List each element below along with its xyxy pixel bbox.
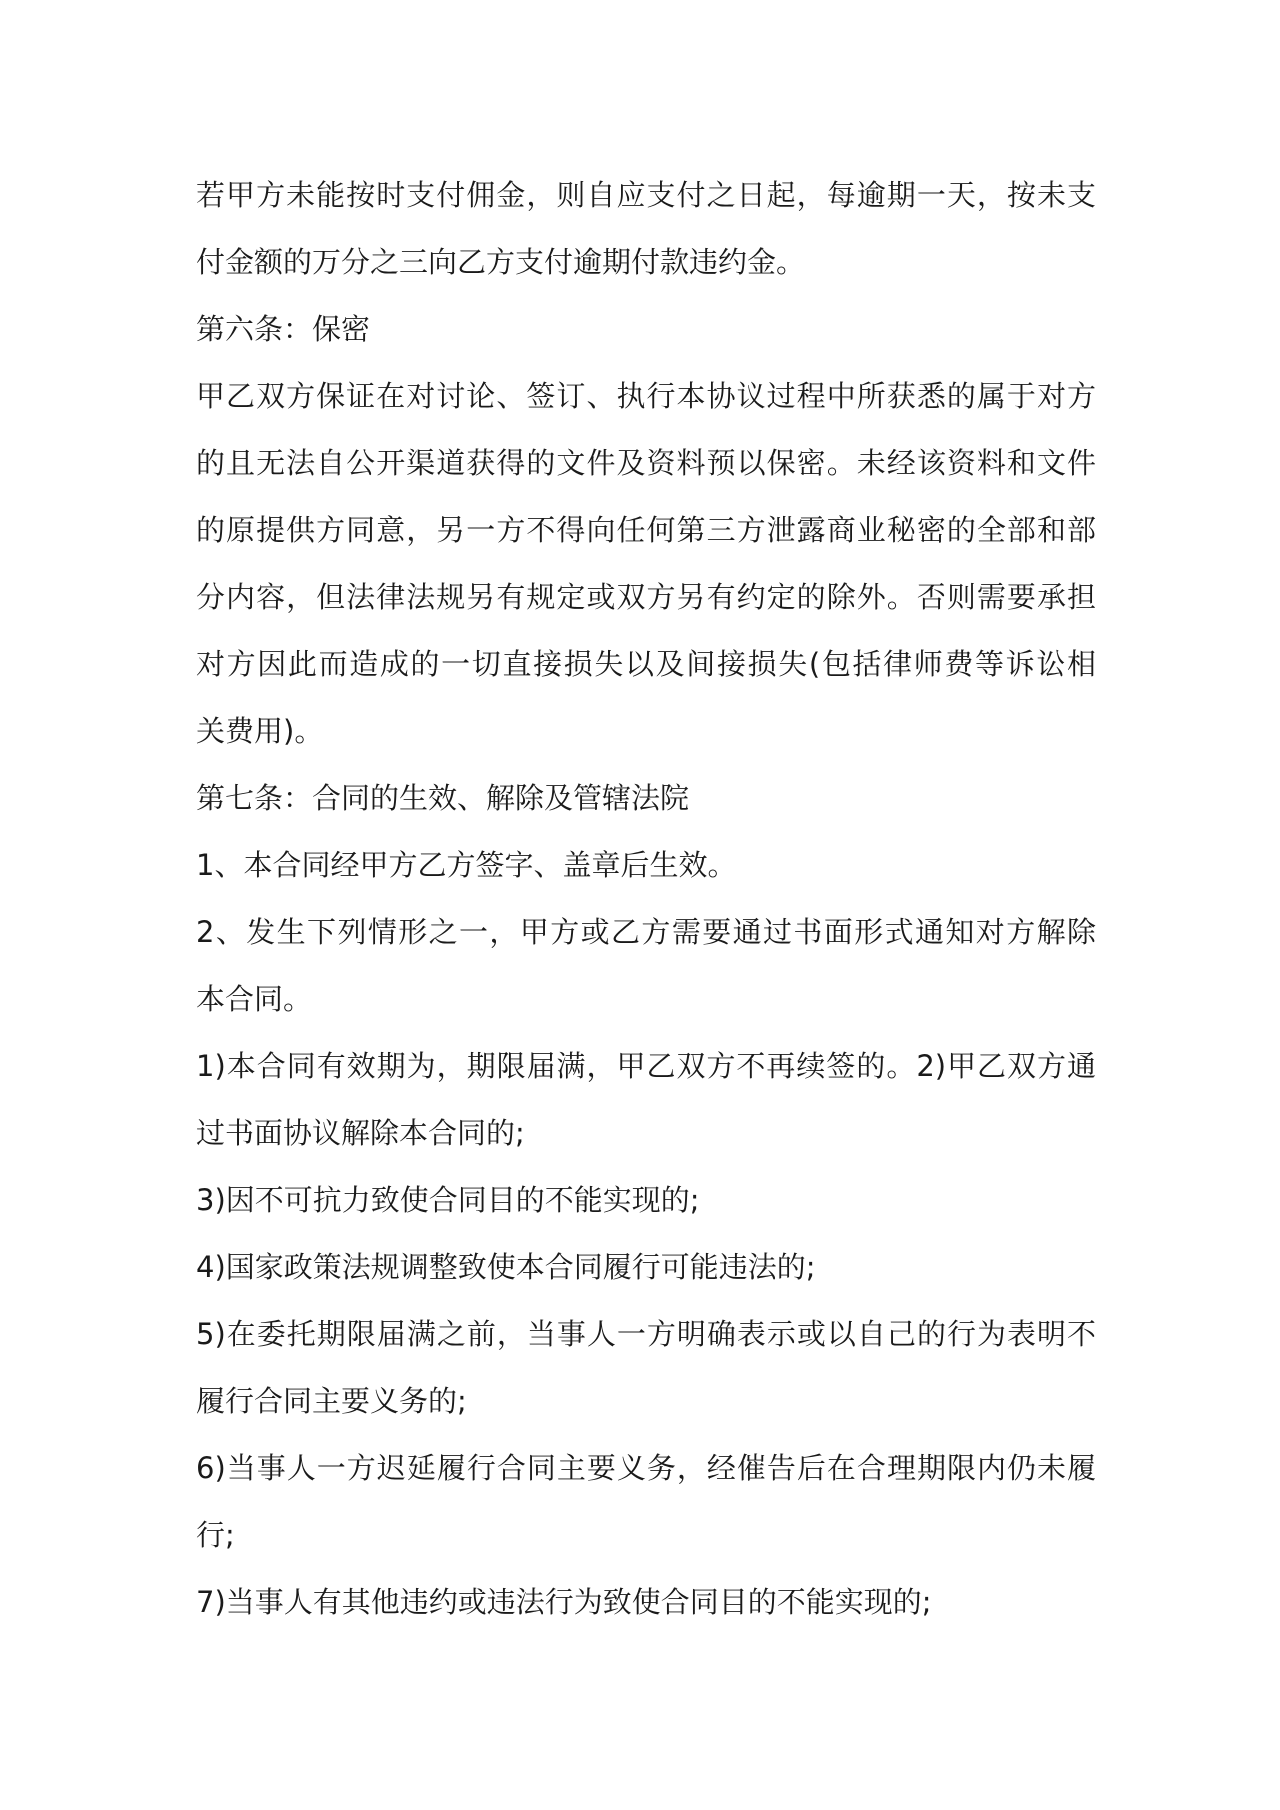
- text-line: 的且无法自公开渠道获得的文件及资料预以保密。未经该资料和文件: [196, 446, 1096, 480]
- text-line: 行;: [196, 1518, 235, 1552]
- section-heading: 第七条：合同的生效、解除及管辖法院: [196, 781, 690, 815]
- list-item: 6)当事人一方迟延履行合同主要义务，经催告后在合理期限内仍未履: [196, 1451, 1096, 1485]
- list-item: 7)当事人有其他违约或违法行为致使合同目的不能实现的;: [196, 1585, 932, 1619]
- text-line: 履行合同主要义务的;: [196, 1384, 467, 1418]
- text-line: 若甲方未能按时支付佣金，则自应支付之日起，每逾期一天，按未支: [196, 178, 1096, 212]
- text-line: 对方因此而造成的一切直接损失以及间接损失(包括律师费等诉讼相: [196, 647, 1096, 681]
- text-line: 甲乙双方保证在对讨论、签订、执行本协议过程中所获悉的属于对方: [196, 379, 1096, 413]
- list-item: 3)因不可抗力致使合同目的不能实现的;: [196, 1183, 700, 1217]
- list-item: 2、发生下列情形之一，甲方或乙方需要通过书面形式通知对方解除: [196, 915, 1096, 949]
- text-line: 分内容，但法律法规另有规定或双方另有约定的除外。否则需要承担: [196, 580, 1096, 614]
- text-line: 付金额的万分之三向乙方支付逾期付款违约金。: [196, 245, 806, 279]
- list-item: 4)国家政策法规调整致使本合同履行可能违法的;: [196, 1250, 816, 1284]
- document-body: [196, 162, 1096, 1636]
- list-item: 5)在委托期限届满之前，当事人一方明确表示或以自己的行为表明不: [196, 1317, 1096, 1351]
- text-line: 本合同。: [196, 982, 313, 1016]
- text-line: 过书面协议解除本合同的;: [196, 1116, 525, 1150]
- list-item: 1)本合同有效期为，期限届满，甲乙双方不再续签的。2)甲乙双方通: [196, 1049, 1096, 1083]
- text-line: 关费用)。: [196, 714, 324, 748]
- section-heading: 第六条：保密: [196, 312, 371, 346]
- list-item: 1、本合同经甲方乙方签字、盖章后生效。: [196, 848, 737, 882]
- text-line: 的原提供方同意，另一方不得向任何第三方泄露商业秘密的全部和部: [196, 513, 1096, 547]
